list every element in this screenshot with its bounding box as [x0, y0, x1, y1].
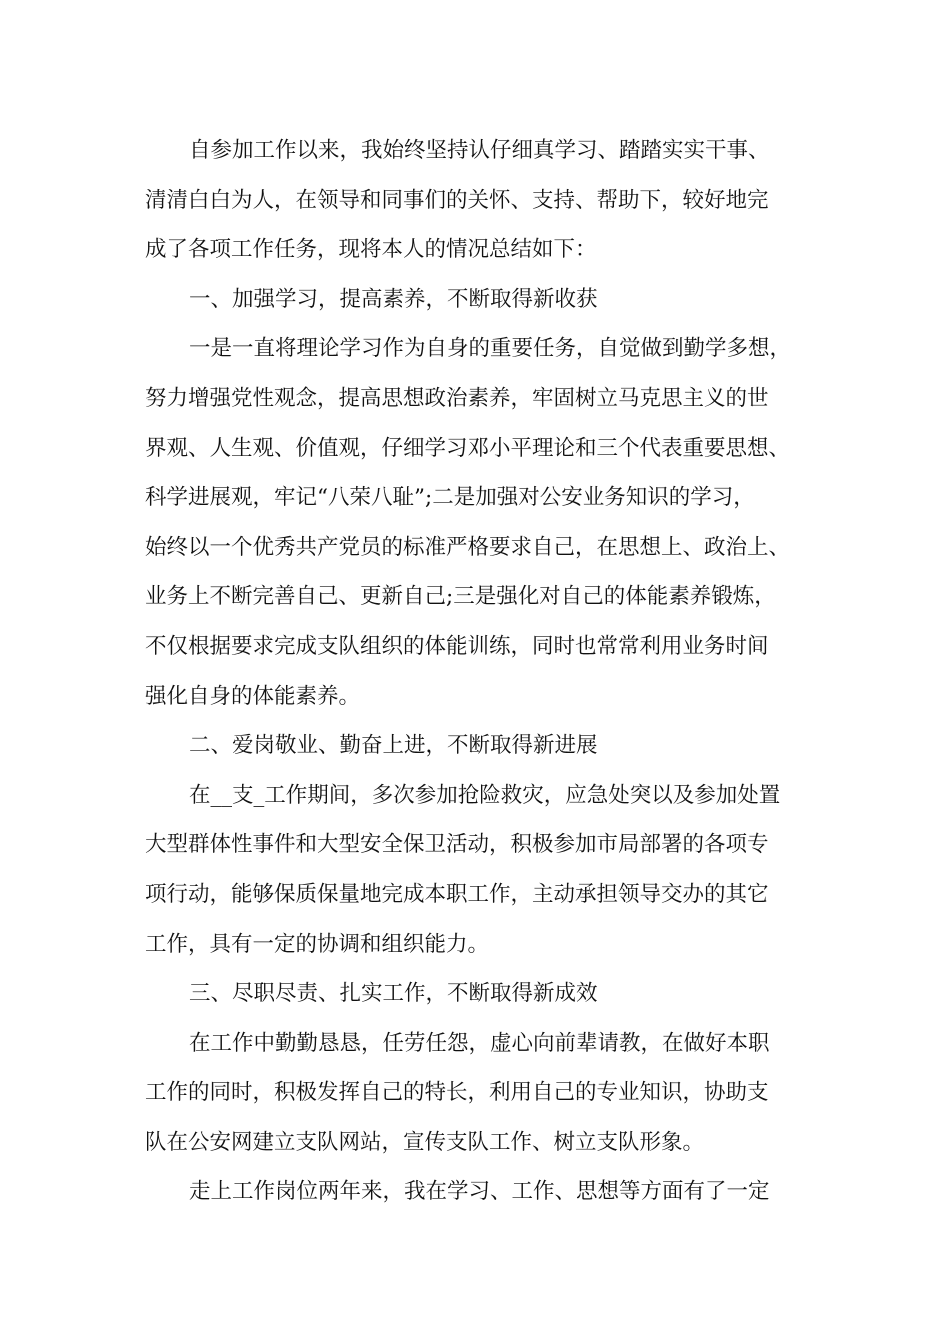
text-line: 项行动，能够保质保量地完成本职工作，主动承担领导交办的其它: [145, 881, 769, 907]
text-line: 工作，具有一定的协调和组织能力。: [145, 931, 490, 957]
section-heading: 二、爱岗敬业、勤奋上进，不断取得新进展: [189, 733, 598, 759]
text-line: 走上工作岗位两年来，我在学习、工作、思想等方面有了一定: [189, 1179, 770, 1205]
text-line: 自参加工作以来，我始终坚持认仔细真学习、踏踏实实干事、: [189, 138, 770, 163]
text-line: 工作的同时，积极发挥自己的特长，利用自己的专业知识，协助支: [145, 1080, 769, 1106]
text-line: 努力增强党性观念，提高思想政治素养，牢固树立马克思主义的世: [145, 385, 769, 411]
text-line: 一是一直将理论学习作为自身的重要任务，自觉做到勤学多想，: [189, 336, 792, 362]
text-line: 不仅根据要求完成支队组织的体能训练，同时也常常利用业务时间: [145, 633, 769, 659]
text-line: 在__支_工作期间，多次参加抢险救灾，应急处突以及参加处置: [189, 782, 781, 808]
text-line: 大型群体性事件和大型安全保卫活动，积极参加市局部署的各项专: [145, 832, 769, 858]
text-line: 始终以一个优秀共产党员的标准严格要求自己，在思想上、政治上、: [145, 534, 791, 560]
document-body: [145, 126, 825, 1217]
text-line: 强化自身的体能素养。: [145, 683, 361, 709]
text-line: 在工作中勤勤恳恳，任劳任怨，虚心向前辈请教，在做好本职: [189, 1030, 770, 1056]
section-heading: 三、尽职尽责、扎实工作，不断取得新成效: [189, 981, 598, 1007]
text-line: 队在公安网建立支队网站，宣传支队工作、树立支队形象。: [145, 1129, 705, 1155]
text-line: 成了各项工作任务，现将本人的情况总结如下：: [145, 237, 597, 263]
text-line: 业务上不断完善自己、更新自己;三是强化对自己的体能素养锻炼，: [145, 584, 776, 610]
text-line: 科学进展观，牢记“八荣八耻”;二是加强对公安业务知识的学习，: [145, 485, 755, 511]
section-heading: 一、加强学习，提高素养，不断取得新收获: [189, 286, 598, 312]
text-line: 清清白白为人，在领导和同事们的关怀、支持、帮助下，较好地完: [145, 187, 769, 213]
text-line: 界观、人生观、价值观，仔细学习邓小平理论和三个代表重要思想、: [145, 435, 791, 461]
